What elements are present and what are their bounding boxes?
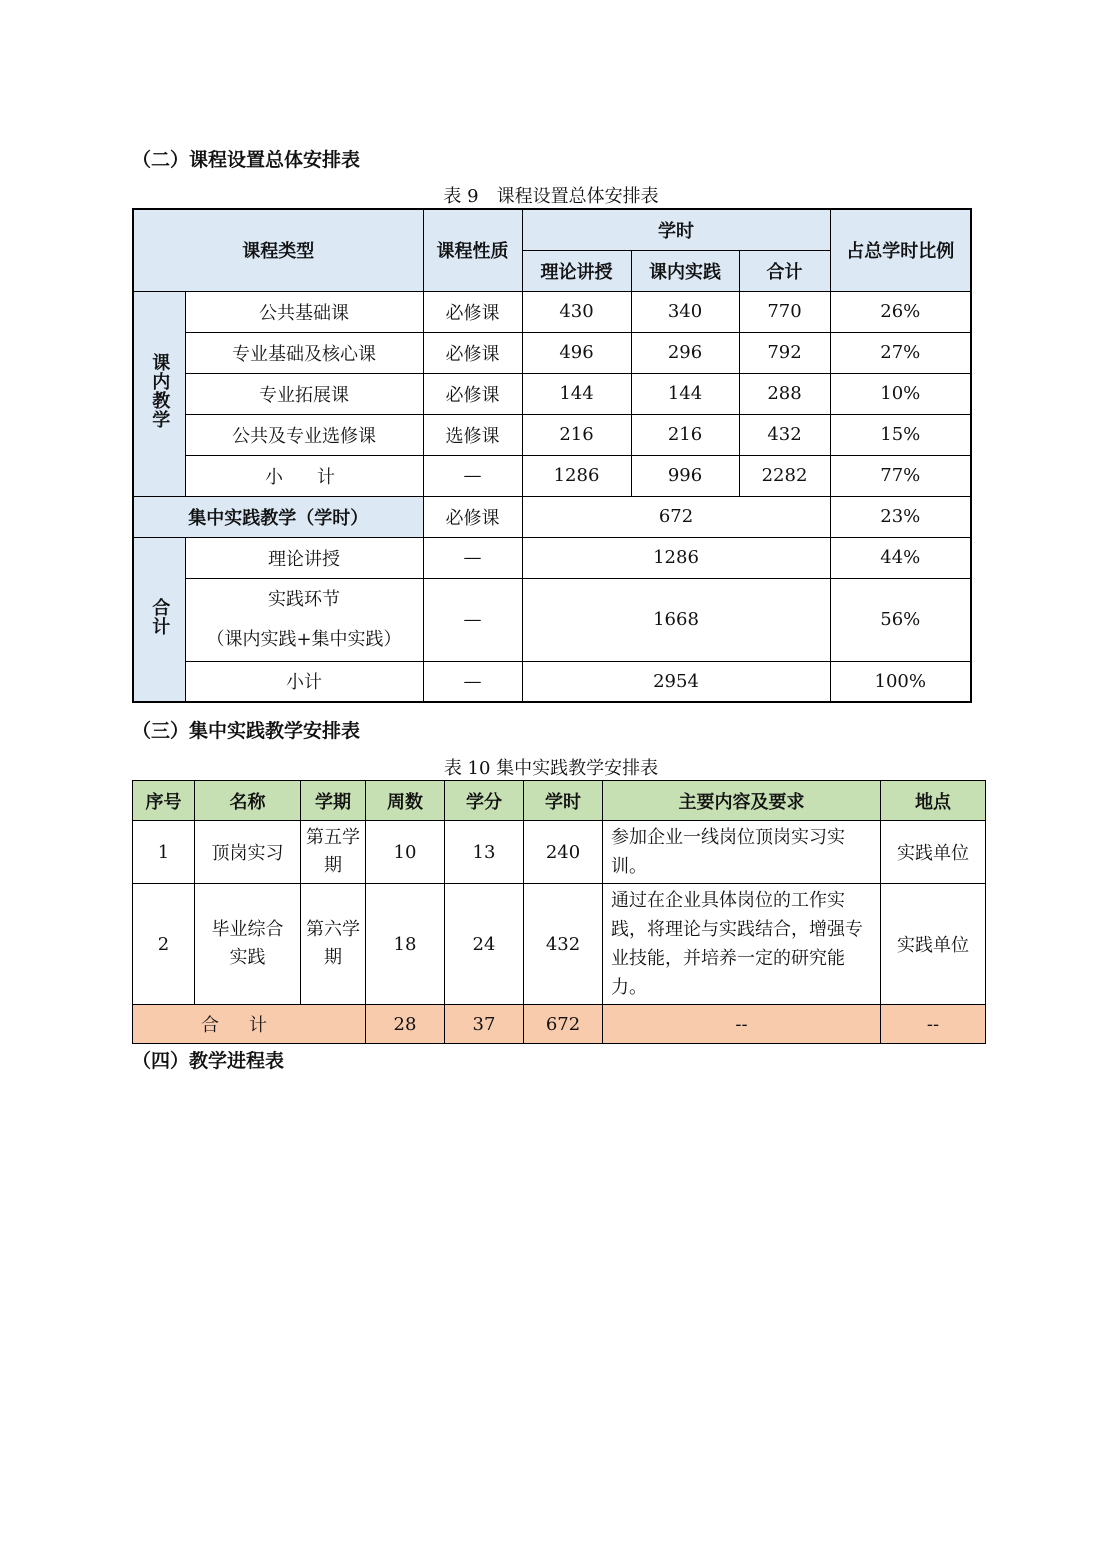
col-header: 地点 — [881, 781, 986, 821]
row-total: 288 — [739, 373, 830, 414]
row-nature: 必修课 — [423, 291, 522, 332]
sum-hours: 1668 — [522, 578, 830, 661]
sum-ratio: 100% — [830, 661, 971, 702]
row-theory: 430 — [522, 291, 631, 332]
row-hours: 240 — [524, 821, 603, 884]
header-hours: 学时 — [522, 209, 830, 250]
row-no: 1 — [133, 821, 195, 884]
table-row — [133, 414, 971, 455]
header-nature: 课程性质 — [423, 209, 522, 291]
col-header: 学分 — [445, 781, 524, 821]
row-weeks: 18 — [366, 884, 445, 1005]
section-heading-4: （四）教学进程表 — [132, 1050, 285, 1072]
concentrated-label: 集中实践教学（学时） — [133, 496, 423, 537]
row-ratio: 26% — [830, 291, 971, 332]
table-row — [133, 373, 971, 414]
header-total: 合计 — [739, 250, 830, 291]
row-ratio: 27% — [830, 332, 971, 373]
header-practice: 课内实践 — [631, 250, 739, 291]
group-in-class-text: 课内教学 — [149, 353, 171, 429]
table10-caption: 表 10 集中实践教学安排表 — [443, 758, 659, 779]
sum-name: 理论讲授 — [185, 537, 423, 578]
row-theory: 1286 — [522, 455, 631, 496]
col-header: 周数 — [366, 781, 445, 821]
row-no: 2 — [133, 884, 195, 1005]
row-name: 专业拓展课 — [185, 373, 423, 414]
table-row — [133, 661, 971, 702]
table-row-concentrated — [133, 496, 971, 537]
table-row — [133, 578, 971, 661]
row-practice: 340 — [631, 291, 739, 332]
row-term: 第六学期 — [301, 884, 366, 1005]
row-nature: 必修课 — [423, 373, 522, 414]
sum-nature: — — [423, 578, 522, 661]
row-name: 毕业综合实践 — [195, 884, 301, 1005]
sum-name-line1: 实践环节 — [268, 588, 340, 610]
col-header: 学期 — [301, 781, 366, 821]
concentrated-nature: 必修课 — [423, 496, 522, 537]
row-place: 实践单位 — [881, 884, 986, 1005]
row-weeks: 10 — [366, 821, 445, 884]
table-row — [133, 332, 971, 373]
sum-ratio: 56% — [830, 578, 971, 661]
section-heading-3: （三）集中实践教学安排表 — [132, 720, 361, 742]
total-hours: 672 — [524, 1005, 603, 1044]
row-theory: 216 — [522, 414, 631, 455]
row-theory: 144 — [522, 373, 631, 414]
total-content: -- — [603, 1005, 881, 1044]
row-credits: 13 — [445, 821, 524, 884]
concentrated-practice-table — [132, 780, 986, 1044]
total-place: -- — [881, 1005, 986, 1044]
row-practice: 296 — [631, 332, 739, 373]
row-hours: 432 — [524, 884, 603, 1005]
sum-name: 小计 — [185, 661, 423, 702]
section-heading-2: （二）课程设置总体安排表 — [132, 149, 361, 171]
sum-ratio: 44% — [830, 537, 971, 578]
course-overview-table — [132, 208, 972, 703]
table-row-total — [133, 1005, 986, 1044]
row-name: 顶岗实习 — [195, 821, 301, 884]
row-ratio: 15% — [830, 414, 971, 455]
row-practice: 996 — [631, 455, 739, 496]
table-row — [133, 884, 986, 1005]
row-total: 792 — [739, 332, 830, 373]
row-term: 第五学期 — [301, 821, 366, 884]
row-theory: 496 — [522, 332, 631, 373]
concentrated-ratio: 23% — [830, 496, 971, 537]
group-in-class-label — [133, 291, 185, 496]
col-header: 学时 — [524, 781, 603, 821]
total-weeks: 28 — [366, 1005, 445, 1044]
row-place: 实践单位 — [881, 821, 986, 884]
sum-nature: — — [423, 537, 522, 578]
header-theory: 理论讲授 — [522, 250, 631, 291]
table-row-subtotal — [133, 455, 971, 496]
row-total: 770 — [739, 291, 830, 332]
row-content: 参加企业一线岗位顶岗实习实训。 — [603, 821, 881, 884]
row-nature: — — [423, 455, 522, 496]
table-row — [133, 821, 986, 884]
table9-caption: 表 9 课程设置总体安排表 — [443, 186, 659, 207]
table-row — [133, 537, 971, 578]
total-label: 合计 — [133, 1005, 366, 1044]
concentrated-hours: 672 — [522, 496, 830, 537]
row-ratio: 10% — [830, 373, 971, 414]
row-practice: 144 — [631, 373, 739, 414]
row-total: 2282 — [739, 455, 830, 496]
row-total: 432 — [739, 414, 830, 455]
total-credits: 37 — [445, 1005, 524, 1044]
row-content: 通过在企业具体岗位的工作实践，将理论与实践结合，增强专业技能，并培养一定的研究能力。 — [603, 884, 881, 1005]
row-practice: 216 — [631, 414, 739, 455]
col-header: 序号 — [133, 781, 195, 821]
row-name: 专业基础及核心课 — [185, 332, 423, 373]
table-row — [133, 291, 971, 332]
sum-name — [185, 578, 423, 661]
sum-nature: — — [423, 661, 522, 702]
col-header: 名称 — [195, 781, 301, 821]
col-header: 主要内容及要求 — [603, 781, 881, 821]
header-course-type: 课程类型 — [133, 209, 423, 291]
sum-name-line2: （课内实践+集中实践） — [206, 628, 402, 650]
group-total-label — [133, 537, 185, 702]
row-name: 小 计 — [185, 455, 423, 496]
sum-hours: 1286 — [522, 537, 830, 578]
row-name: 公共及专业选修课 — [185, 414, 423, 455]
row-nature: 选修课 — [423, 414, 522, 455]
row-nature: 必修课 — [423, 332, 522, 373]
row-name: 公共基础课 — [185, 291, 423, 332]
row-credits: 24 — [445, 884, 524, 1005]
group-total-text: 合计 — [149, 597, 171, 636]
sum-hours: 2954 — [522, 661, 830, 702]
row-ratio: 77% — [830, 455, 971, 496]
header-ratio: 占总学时比例 — [830, 209, 971, 291]
